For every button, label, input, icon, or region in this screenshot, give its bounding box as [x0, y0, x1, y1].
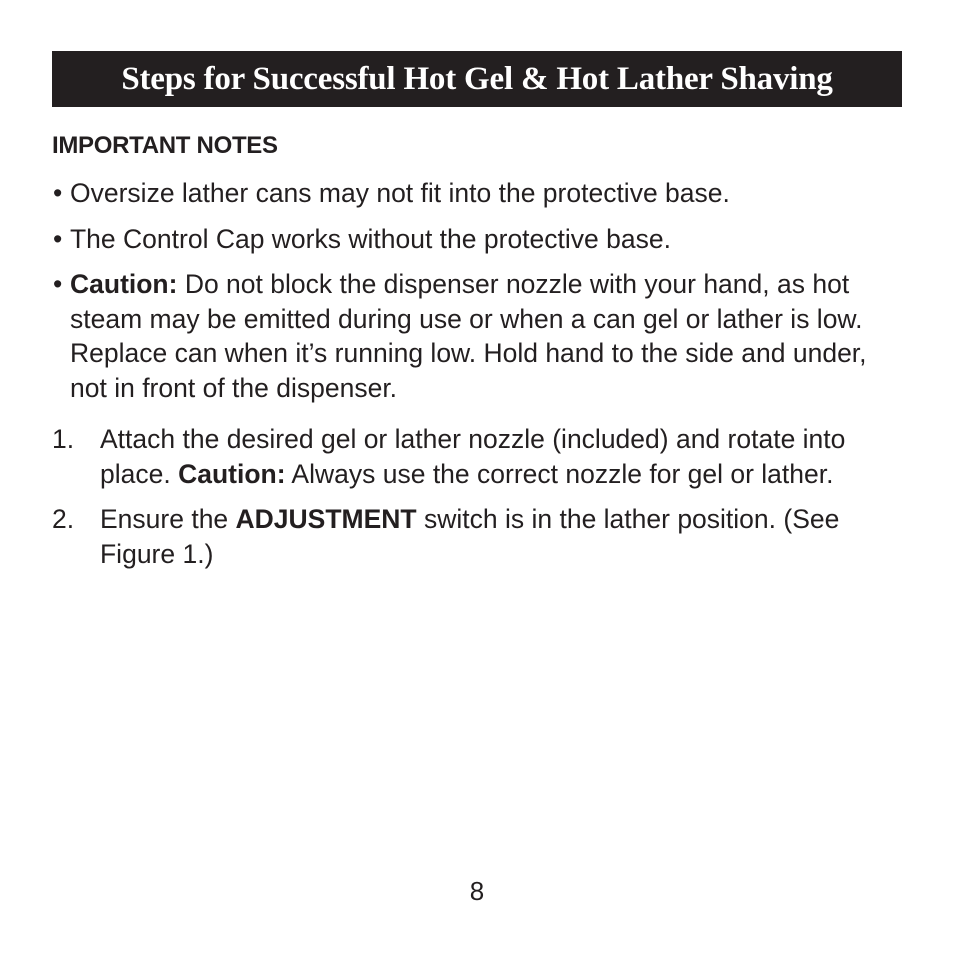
- important-notes-list: [52, 176, 892, 416]
- bullet-icon: •: [53, 269, 63, 299]
- caution-label: Caution:: [178, 458, 286, 489]
- step-number: 1.: [52, 424, 75, 454]
- step-number: 2.: [52, 504, 75, 534]
- note-text: Oversize lather cans may not fit into the protective base.: [70, 178, 730, 208]
- note-text: The Control Cap works without the protective base.: [70, 223, 671, 254]
- step-text: Attach the desired gel or lather nozzle (included) and rotate into place.: [100, 424, 846, 489]
- step-item: [52, 422, 892, 491]
- step-text: Always use the correct nozzle for gel or lather.: [285, 458, 834, 489]
- list-item: [52, 222, 892, 257]
- bullet-icon: •: [53, 178, 63, 208]
- list-item: [52, 176, 892, 211]
- note-text: Do not block the dispenser nozzle with your hand, as hot steam may be emitted during use or when a can gel or lather is low. Replace can when it’s running low. Hold hand to the side and under, not in front of the dispenser.: [70, 269, 867, 403]
- step-text: switch is in the lather position. (See Figure 1.): [100, 504, 840, 569]
- caution-label: Caution:: [70, 269, 178, 299]
- important-notes-heading: IMPORTANT NOTES: [52, 132, 278, 159]
- step-text: Ensure the: [100, 504, 236, 534]
- page-title: Steps for Successful Hot Gel & Hot Lather Shaving: [121, 60, 833, 97]
- list-item: [52, 267, 892, 405]
- title-bar: [52, 51, 902, 107]
- adjustment-label: ADJUSTMENT: [235, 504, 417, 534]
- bullet-icon: •: [53, 223, 63, 254]
- steps-list: [52, 422, 892, 582]
- step-item: [52, 502, 892, 571]
- page-number: 8: [469, 876, 485, 906]
